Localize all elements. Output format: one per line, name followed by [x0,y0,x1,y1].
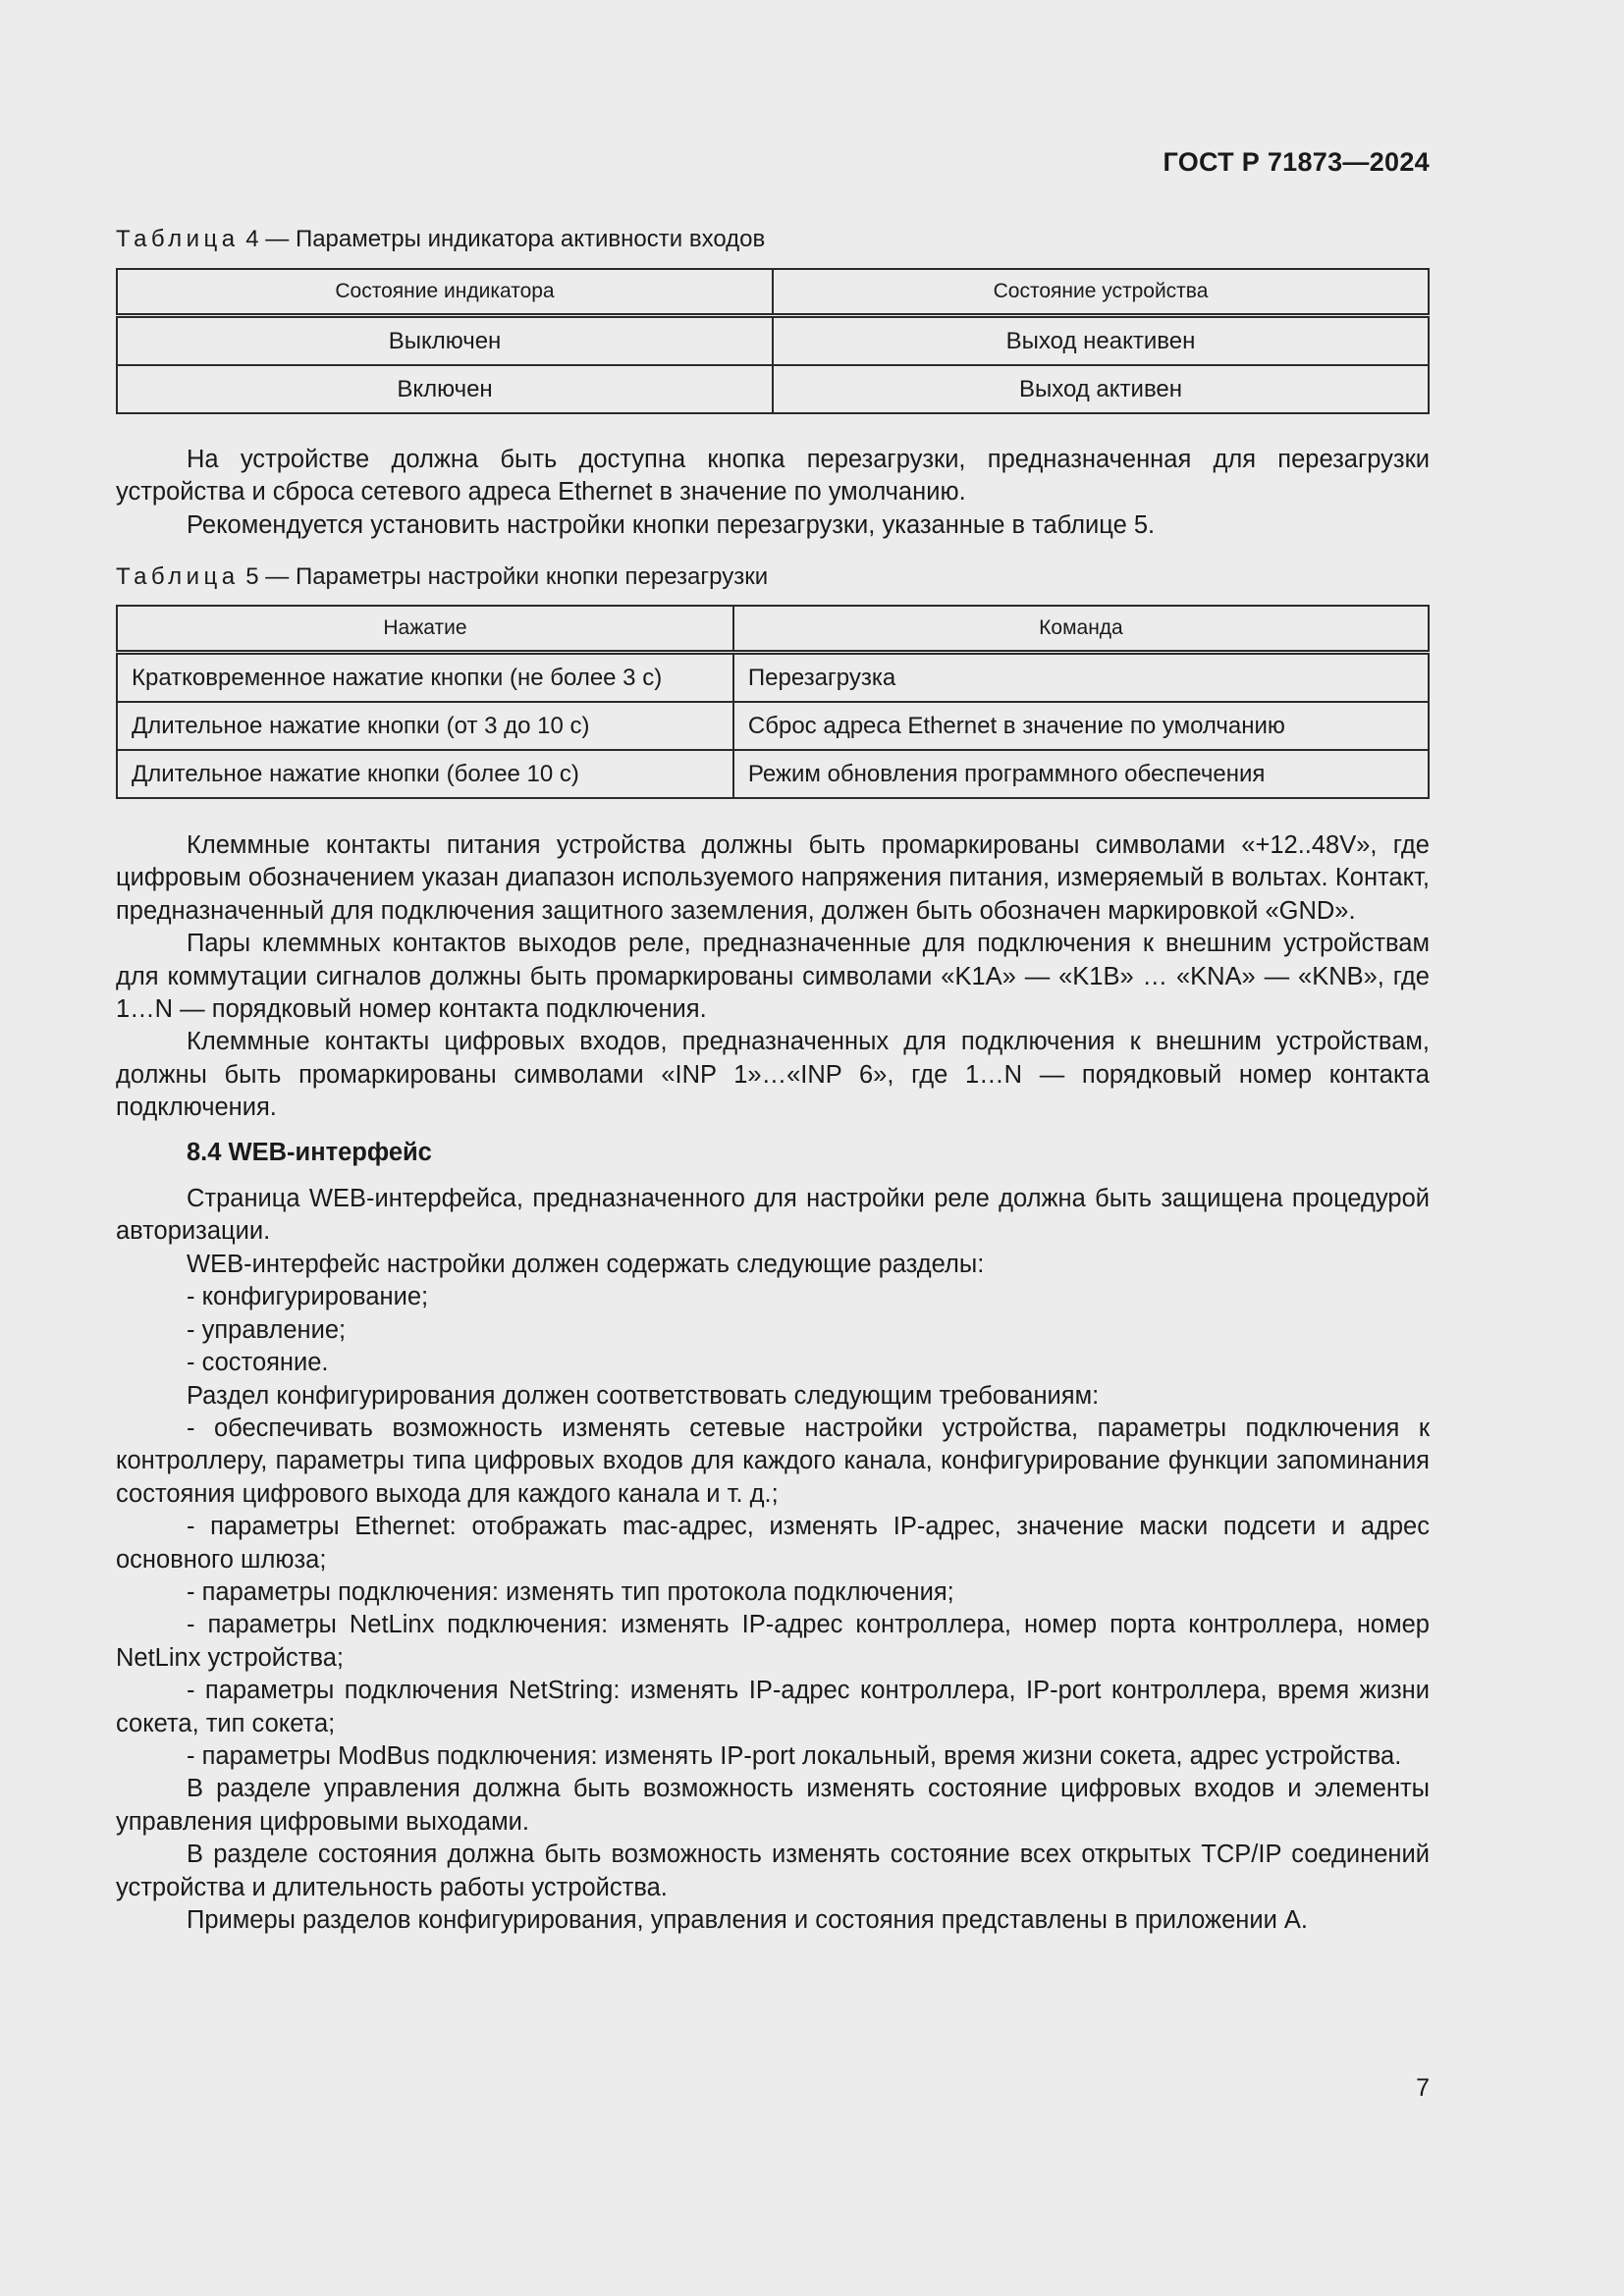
document-code: ГОСТ Р 71873—2024 [1163,147,1430,177]
list-item: - конфигурирование; [187,1283,429,1311]
table5-caption-word: Таблица [116,563,240,590]
table-row [117,653,1429,703]
section-heading: 8.4 WEB-интерфейс [187,1138,432,1166]
table-cell: Кратковременное нажатие кнопки (не более 3 с) [117,653,733,703]
paragraph: Примеры разделов конфигурирования, управления и состояния представлены в приложении А. [187,1906,1309,1934]
table4-caption-word: Таблица [116,226,240,252]
table-cell: Режим обновления программного обеспечения [733,750,1429,798]
table-row [117,316,1429,366]
paragraph: Пары клеммных контактов выходов реле, предназначенные для подключения к внешним устройствам для коммутации сигналов должны быть промаркированы символами «K1A» — «K1B» … «KNA» — «KNB», где 1…N — порядковый номер контакта подключения. [116,930,1430,1024]
list-item: - параметры NetLinx подключения: изменять IP-адрес контроллера, номер порта контроллера, номер NetLinx устройства; [116,1611,1430,1672]
table-row [117,702,1429,750]
table-header-row [117,269,1429,316]
list-item: - состояние. [187,1349,329,1377]
list-item: - параметры Ethernet: отображать mac-адрес, изменять IP-адрес, значение маски подсети и адрес основного шлюза; [116,1513,1430,1574]
table-row [117,750,1429,798]
table5-header-command: Команда [733,606,1429,653]
table5-caption [116,563,768,591]
paragraph-block-2 [116,829,1430,1937]
paragraph: В разделе состояния должна быть возможность изменять состояние всех открытых TCP/IP соединений устройства и длительность работы устройства. [116,1841,1430,1901]
table-cell: Выход активен [773,365,1429,413]
paragraph: Раздел конфигурирования должен соответствовать следующим требованиям: [187,1381,1100,1410]
table4-caption-title: 4 — Параметры индикатора активности входов [239,226,766,252]
table4-caption [116,226,765,253]
table4 [116,268,1430,414]
table5-caption-title: 5 — Параметры настройки кнопки перезагрузки [239,563,769,590]
paragraph: Рекомендуется установить настройки кнопки перезагрузки, указанные в таблице 5. [187,510,1156,539]
list-item: - обеспечивать возможность изменять сетевые настройки устройства, параметры подключения к контроллеру, параметры типа цифровых входов для каждого канала, конфигурирование функции запоминания состояния цифрового выхода для каждого канала и т. д.; [116,1414,1430,1508]
table5 [116,605,1430,799]
paragraph: Клеммные контакты цифровых входов, предназначенных для подключения к внешним устройствам, должны быть промаркированы символами «INP 1»…«INP 6», где 1…N — порядковый номер контакта подключения. [116,1028,1430,1122]
list-item: - параметры подключения: изменять тип протокола подключения; [187,1577,954,1606]
table-cell: Выключен [117,316,773,366]
paragraph: WEB-интерфейс настройки должен содержать следующие разделы: [187,1250,985,1278]
table-cell: Длительное нажатие кнопки (от 3 до 10 с) [117,702,733,750]
table-cell: Сброс адреса Ethernet в значение по умолчанию [733,702,1429,750]
list-item: - параметры подключения NetString: изменять IP-адрес контроллера, IP-port контроллера, время жизни сокета, тип сокета; [116,1677,1430,1737]
page-number: 7 [1416,2074,1430,2102]
table-row [117,365,1429,413]
paragraph: В разделе управления должна быть возможность изменять состояние цифровых входов и элементы управления цифровыми выходами. [116,1775,1430,1836]
table-cell: Перезагрузка [733,653,1429,703]
paragraph: На устройстве должна быть доступна кнопка перезагрузки, предназначенная для перезагрузки устройства и сброса сетевого адреса Ethernet в значение по умолчанию. [116,446,1430,507]
list-item: - параметры ModBus подключения: изменять IP-port локальный, время жизни сокета, адрес устройства. [187,1741,1402,1770]
paragraph: Клеммные контакты питания устройства должны быть промаркированы символами «+12..48V», где цифровым обозначением указан диапазон используемого напряжения питания, измеряемый в вольтах. Контакт, предназначенный для подключения защитного заземления, должен быть обозначен маркировкой «GND». [116,831,1430,925]
table-cell: Включен [117,365,773,413]
table-header-row [117,606,1429,653]
table-cell: Длительное нажатие кнопки (более 10 с) [117,750,733,798]
table5-header-press: Нажатие [117,606,733,653]
paragraph-block-1 [116,444,1430,542]
table4-header-device: Состояние устройства [773,269,1429,316]
table-cell: Выход неактивен [773,316,1429,366]
list-item: - управление; [187,1315,347,1344]
table4-header-indicator: Состояние индикатора [117,269,773,316]
paragraph: Страница WEB-интерфейса, предназначенного для настройки реле должна быть защищена процедурой авторизации. [116,1185,1430,1246]
